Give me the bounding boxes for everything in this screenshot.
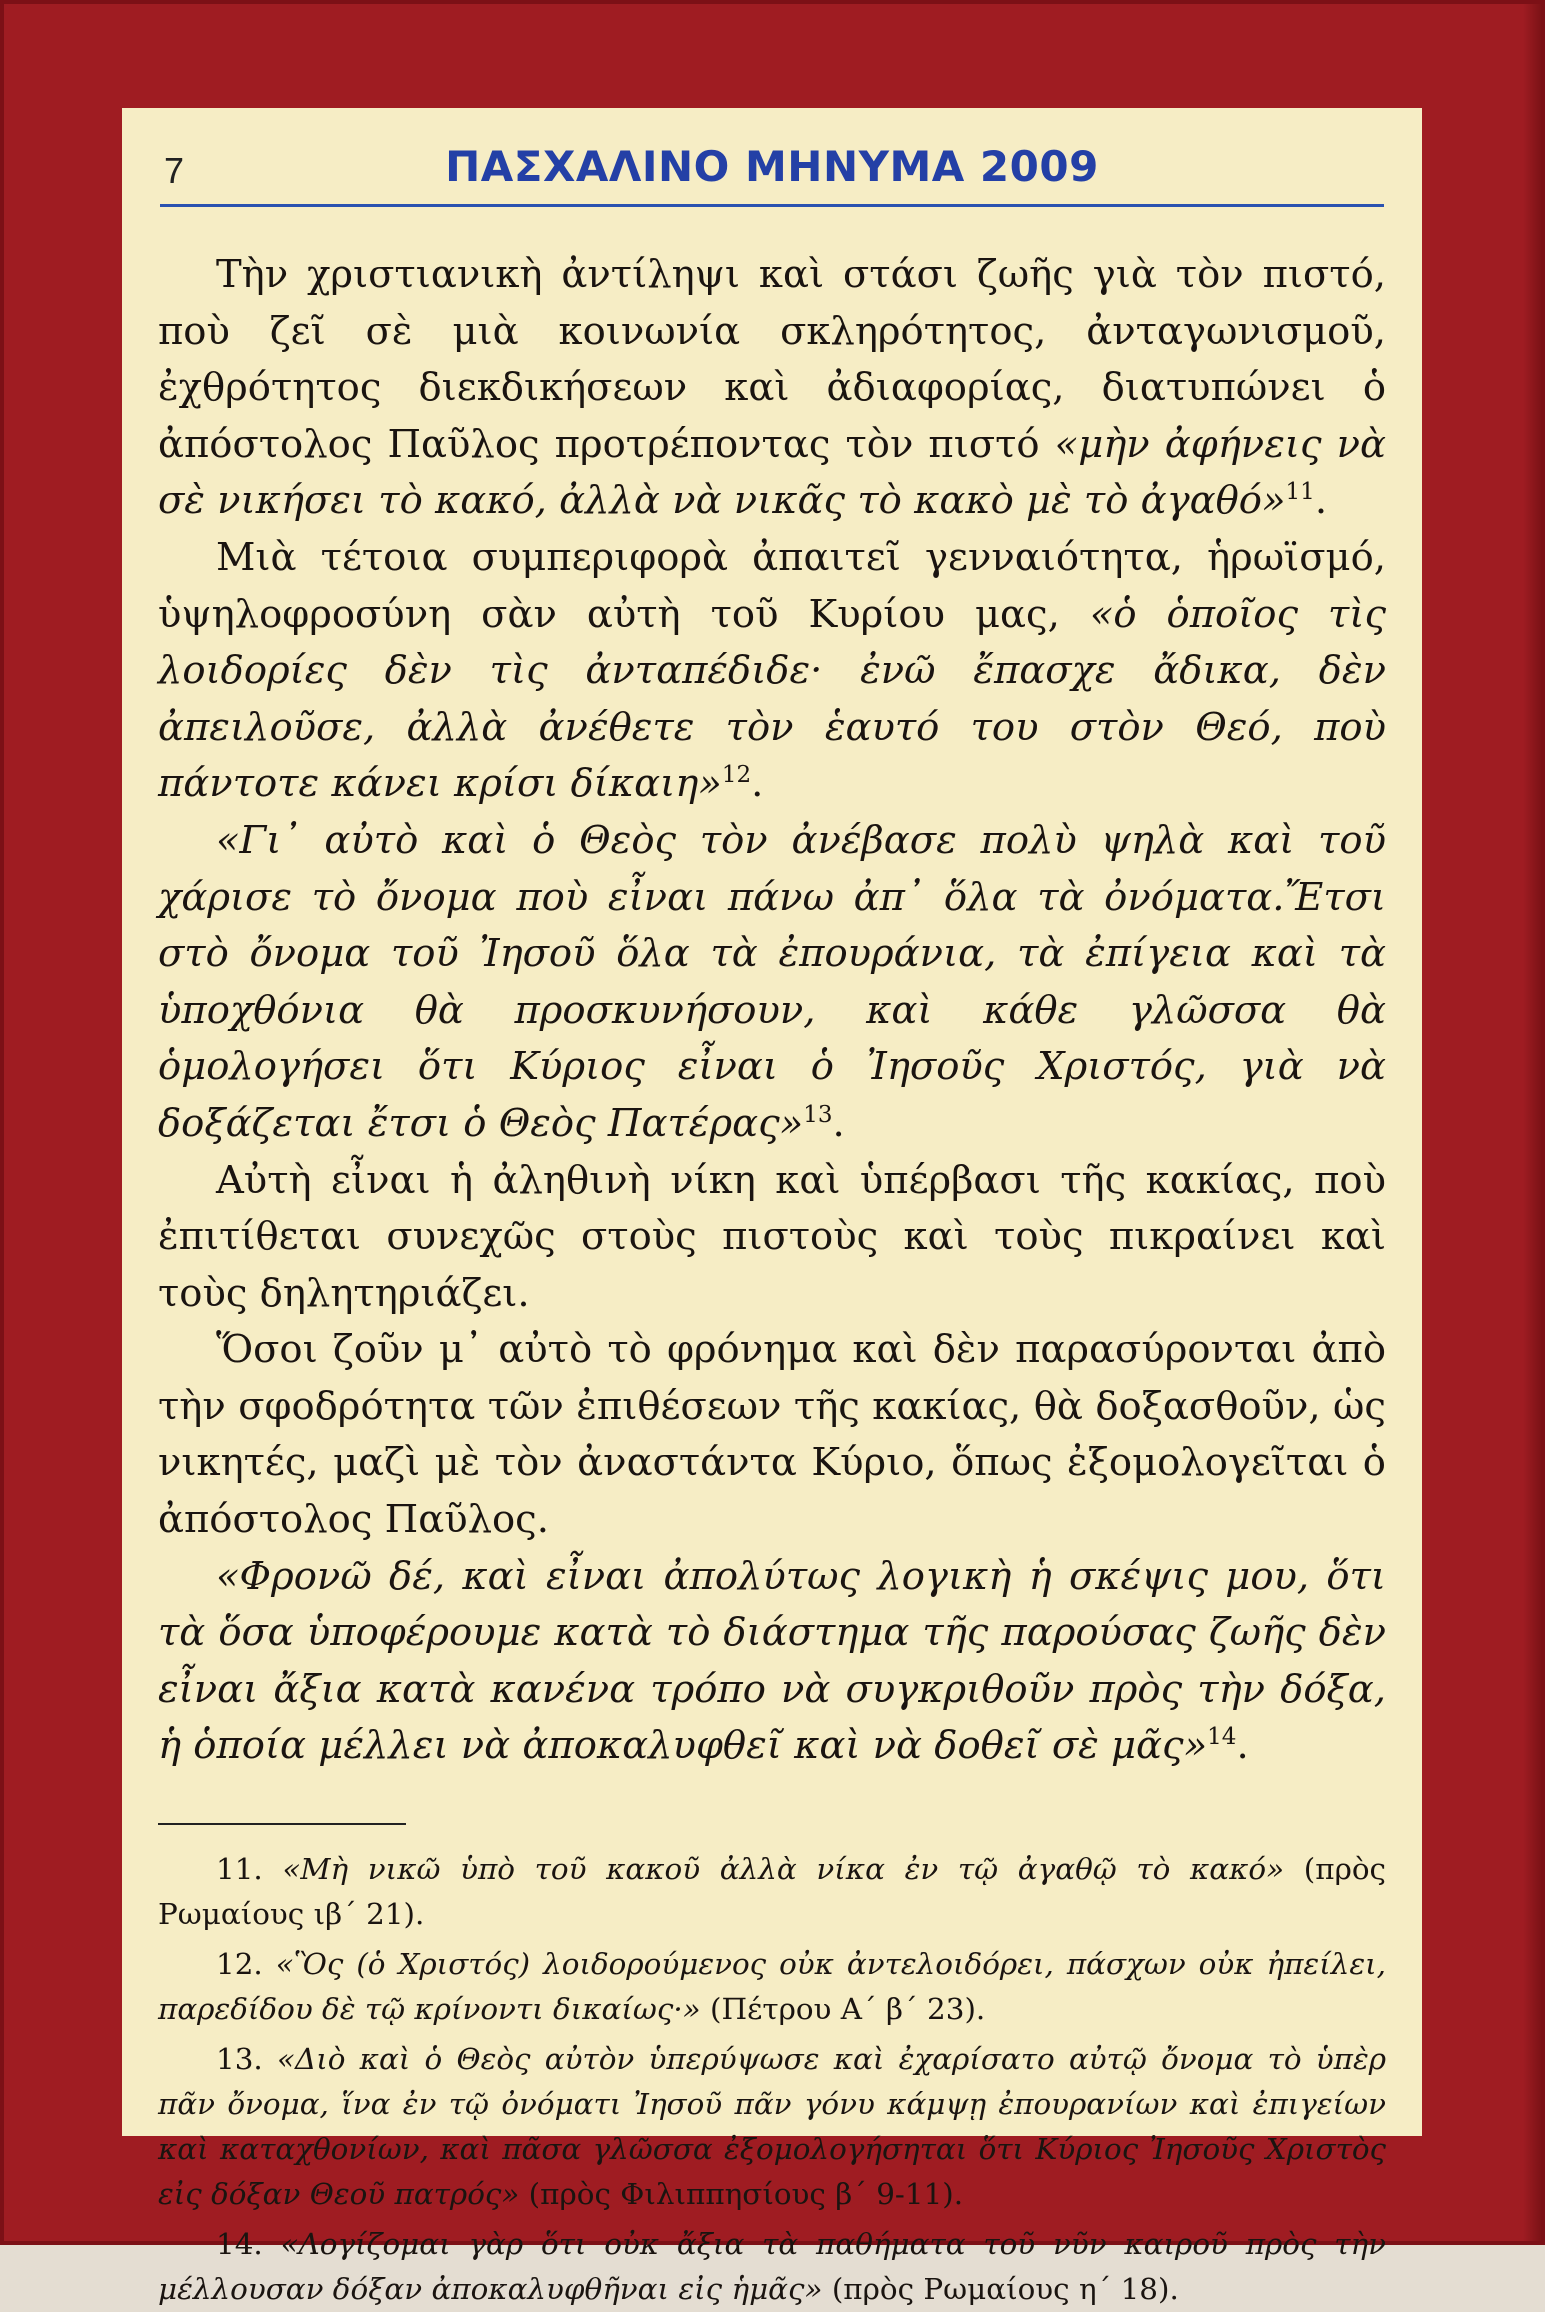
footnote-source: (πρὸς Ρωμαίους ιβ΄ 21). — [158, 1852, 1387, 1932]
footnote-quote: «Λογίζομαι γὰρ ὅτι οὐκ ἄξια τὰ παθήματα τοῦ νῦν καιροῦ πρὸς τὴν μέλλουσαν δόξαν ἀποκαλυφθῆναι εἰς ἡμᾶς» — [158, 2227, 1386, 2307]
footnote-ref-13[interactable]: 13 — [803, 1101, 833, 1128]
paragraph-1 — [158, 247, 1386, 530]
footnote-14 — [158, 2222, 1386, 2312]
paragraph-3-end: . — [832, 1100, 845, 1146]
footnote-quote: «Μὴ νικῶ ὑπὸ τοῦ κακοῦ ἀλλὰ νίκα ἐν τῷ ἀγαθῷ τὸ κακό» — [282, 1852, 1285, 1887]
footnote-ref-12[interactable]: 12 — [721, 762, 752, 789]
footnote-quote: «Ὃς (ὁ Χριστός) λοιδορούμενος οὐκ ἀντελοιδόρει, πάσχων οὐκ ἠπείλει, παρεδίδου δὲ τῷ κρίνοντι δικαίως·» — [158, 1947, 1386, 2027]
paragraph-2-text: Μιὰ τέτοια συμπεριφορὰ ἀπαιτεῖ γενναιότητα, ἡρωϊσμό, ὑψηλοφροσύνη σὰν αὐτὴ τοῦ Κυρίου μας, — [158, 534, 1386, 637]
footnote-11 — [158, 1847, 1386, 1937]
footnote-ref-11[interactable]: 11 — [1285, 479, 1315, 506]
paragraph-3-quote: «Γι᾽ αὐτὸ καὶ ὁ Θεὸς τὸν ἀνέβασε πολὺ ψηλὰ καὶ τοῦ χάρισε τὸ ὄνομα ποὺ εἶναι πάνω ἀπ᾽ ὅλα τὰ ὀνόματα.Ἔτσι στὸ ὄνομα τοῦ Ἰησοῦ ὅλα τὰ ἐπουράνια, τὰ ἐπίγεια καὶ τὰ ὑποχθόνια θὰ προσκυνήσουν, καὶ κάθε γλῶσσα θὰ ὁμολογήσει ὅτι Κύριος εἶναι ὁ Ἰησοῦς Χριστός, γιὰ νὰ δοξάζεται ἔτσι ὁ Θεὸς Πατέρας» — [158, 817, 1386, 1146]
footnote-12 — [158, 1942, 1386, 2032]
footnotes — [158, 1847, 1386, 2312]
paragraph-1-text: Τὴν χριστιανικὴ ἀντίληψι καὶ στάσι ζωῆς γιὰ τὸν πιστό, ποὺ ζεῖ σὲ μιὰ κοινωνία σκληρότητος, ἀνταγωνισμοῦ, ἐχθρότητος διεκδικήσεων καὶ ἀδιαφορίας, διατυπώνει ὁ ἀπόστολος Παῦλος προτρέποντας τὸν πιστό — [158, 252, 1386, 467]
footnote-number: 13. — [216, 2042, 263, 2077]
paragraph-5: Ὅσοι ζοῦν μ᾽ αὐτὸ τὸ φρόνημα καὶ δὲν παρασύρονται ἀπὸ τὴν σφοδρότητα τῶν ἐπιθέσεων τῆς κακίας, θὰ δοξασθοῦν, ὡς νικητές, μαζὶ μὲ τὸν ἀναστάντα Κύριο, ὅπως ἐξομολογεῖται ὁ ἀπόστολος Παῦλος. — [158, 1327, 1386, 1543]
document-page — [122, 108, 1422, 2307]
paragraph-2-quote: «ὁ ὁποῖος τὶς λοιδορίες δὲν τὶς ἀνταπέδιδε· ἐνῶ ἔπασχε ἄδικα, δὲν ἀπειλοῦσε, ἀλλὰ ἀνέθετε τὸν ἑαυτό του στὸν Θεό, ποὺ πάντοτε κάνει κρίσι δίκαιη» — [158, 591, 1387, 807]
paragraph-6 — [158, 1549, 1386, 1775]
paragraph-2 — [158, 530, 1386, 813]
footnote-13 — [158, 2037, 1386, 2217]
running-title: ΠΑΣΧΑΛΙΝΟ ΜΗΝΥΜΑ 2009 — [445, 142, 1099, 191]
footnote-source: (Πέτρου Α΄ β΄ 23). — [700, 1992, 986, 2027]
page-header — [160, 108, 1384, 207]
paragraph-2-end: . — [751, 761, 764, 807]
footnote-source: (πρὸς Ρωμαίους η΄ 18). — [822, 2272, 1179, 2307]
footnote-source: (πρὸς Φιλιππησίους β΄ 9-11). — [519, 2177, 964, 2212]
footnote-ref-14[interactable]: 14 — [1207, 1724, 1237, 1751]
paragraph-1-end: . — [1314, 478, 1328, 524]
main-text — [158, 247, 1386, 1775]
paragraph-1-quote: «μὴν ἀφήνεις νὰ σὲ νικήσει τὸ κακό, ἀλλὰ νὰ νικᾶς τὸ κακὸ μὲ τὸ ἀγαθό» — [158, 421, 1386, 524]
paragraph-3 — [158, 813, 1386, 1153]
paragraph-4: Αὐτὴ εἶναι ἡ ἀληθινὴ νίκη καὶ ὑπέρβασι τῆς κακίας, ποὺ ἐπιτίθεται συνεχῶς στοὺς πιστοὺς καὶ τοὺς πικραίνει καὶ τοὺς δηλητηριάζει. — [158, 1157, 1386, 1316]
paragraph-6-end: . — [1236, 1723, 1249, 1769]
footnote-divider — [158, 1823, 406, 1825]
footnote-number: 11. — [216, 1852, 263, 1887]
footnote-quote: «Διὸ καὶ ὁ Θεὸς αὐτὸν ὑπερύψωσε καὶ ἐχαρίσατο αὐτῷ ὄνομα τὸ ὑπὲρ πᾶν ὄνομα, ἵνα ἐν τῷ ὀνόματι Ἰησοῦ πᾶν γόνυ κάμψῃ ἐπουρανίων καὶ ἐπιγείων καὶ καταχθονίων, καὶ πᾶσα γλῶσσα ἐξομολογήσηται ὅτι Κύριος Ἰησοῦς Χριστὸς εἰς δόξαν Θεοῦ πατρός» — [158, 2042, 1387, 2212]
paragraph-6-quote: «Φρονῶ δέ, καὶ εἶναι ἀπολύτως λογικὴ ἡ σκέψις μου, ὅτι τὰ ὅσα ὑποφέρουμε κατὰ τὸ διάστημα τῆς παρούσας ζωῆς δὲν εἶναι ἄξια κατὰ κανένα τρόπο νὰ συγκριθοῦν πρὸς τὴν δόξα, ἡ ὁποία μέλλει νὰ ἀποκαλυφθεῖ καὶ νὰ δοθεῖ σὲ μᾶς» — [158, 1553, 1386, 1769]
footnote-number: 14. — [216, 2227, 263, 2262]
page-number: 7 — [164, 150, 185, 191]
footnote-number: 12. — [216, 1947, 263, 1982]
